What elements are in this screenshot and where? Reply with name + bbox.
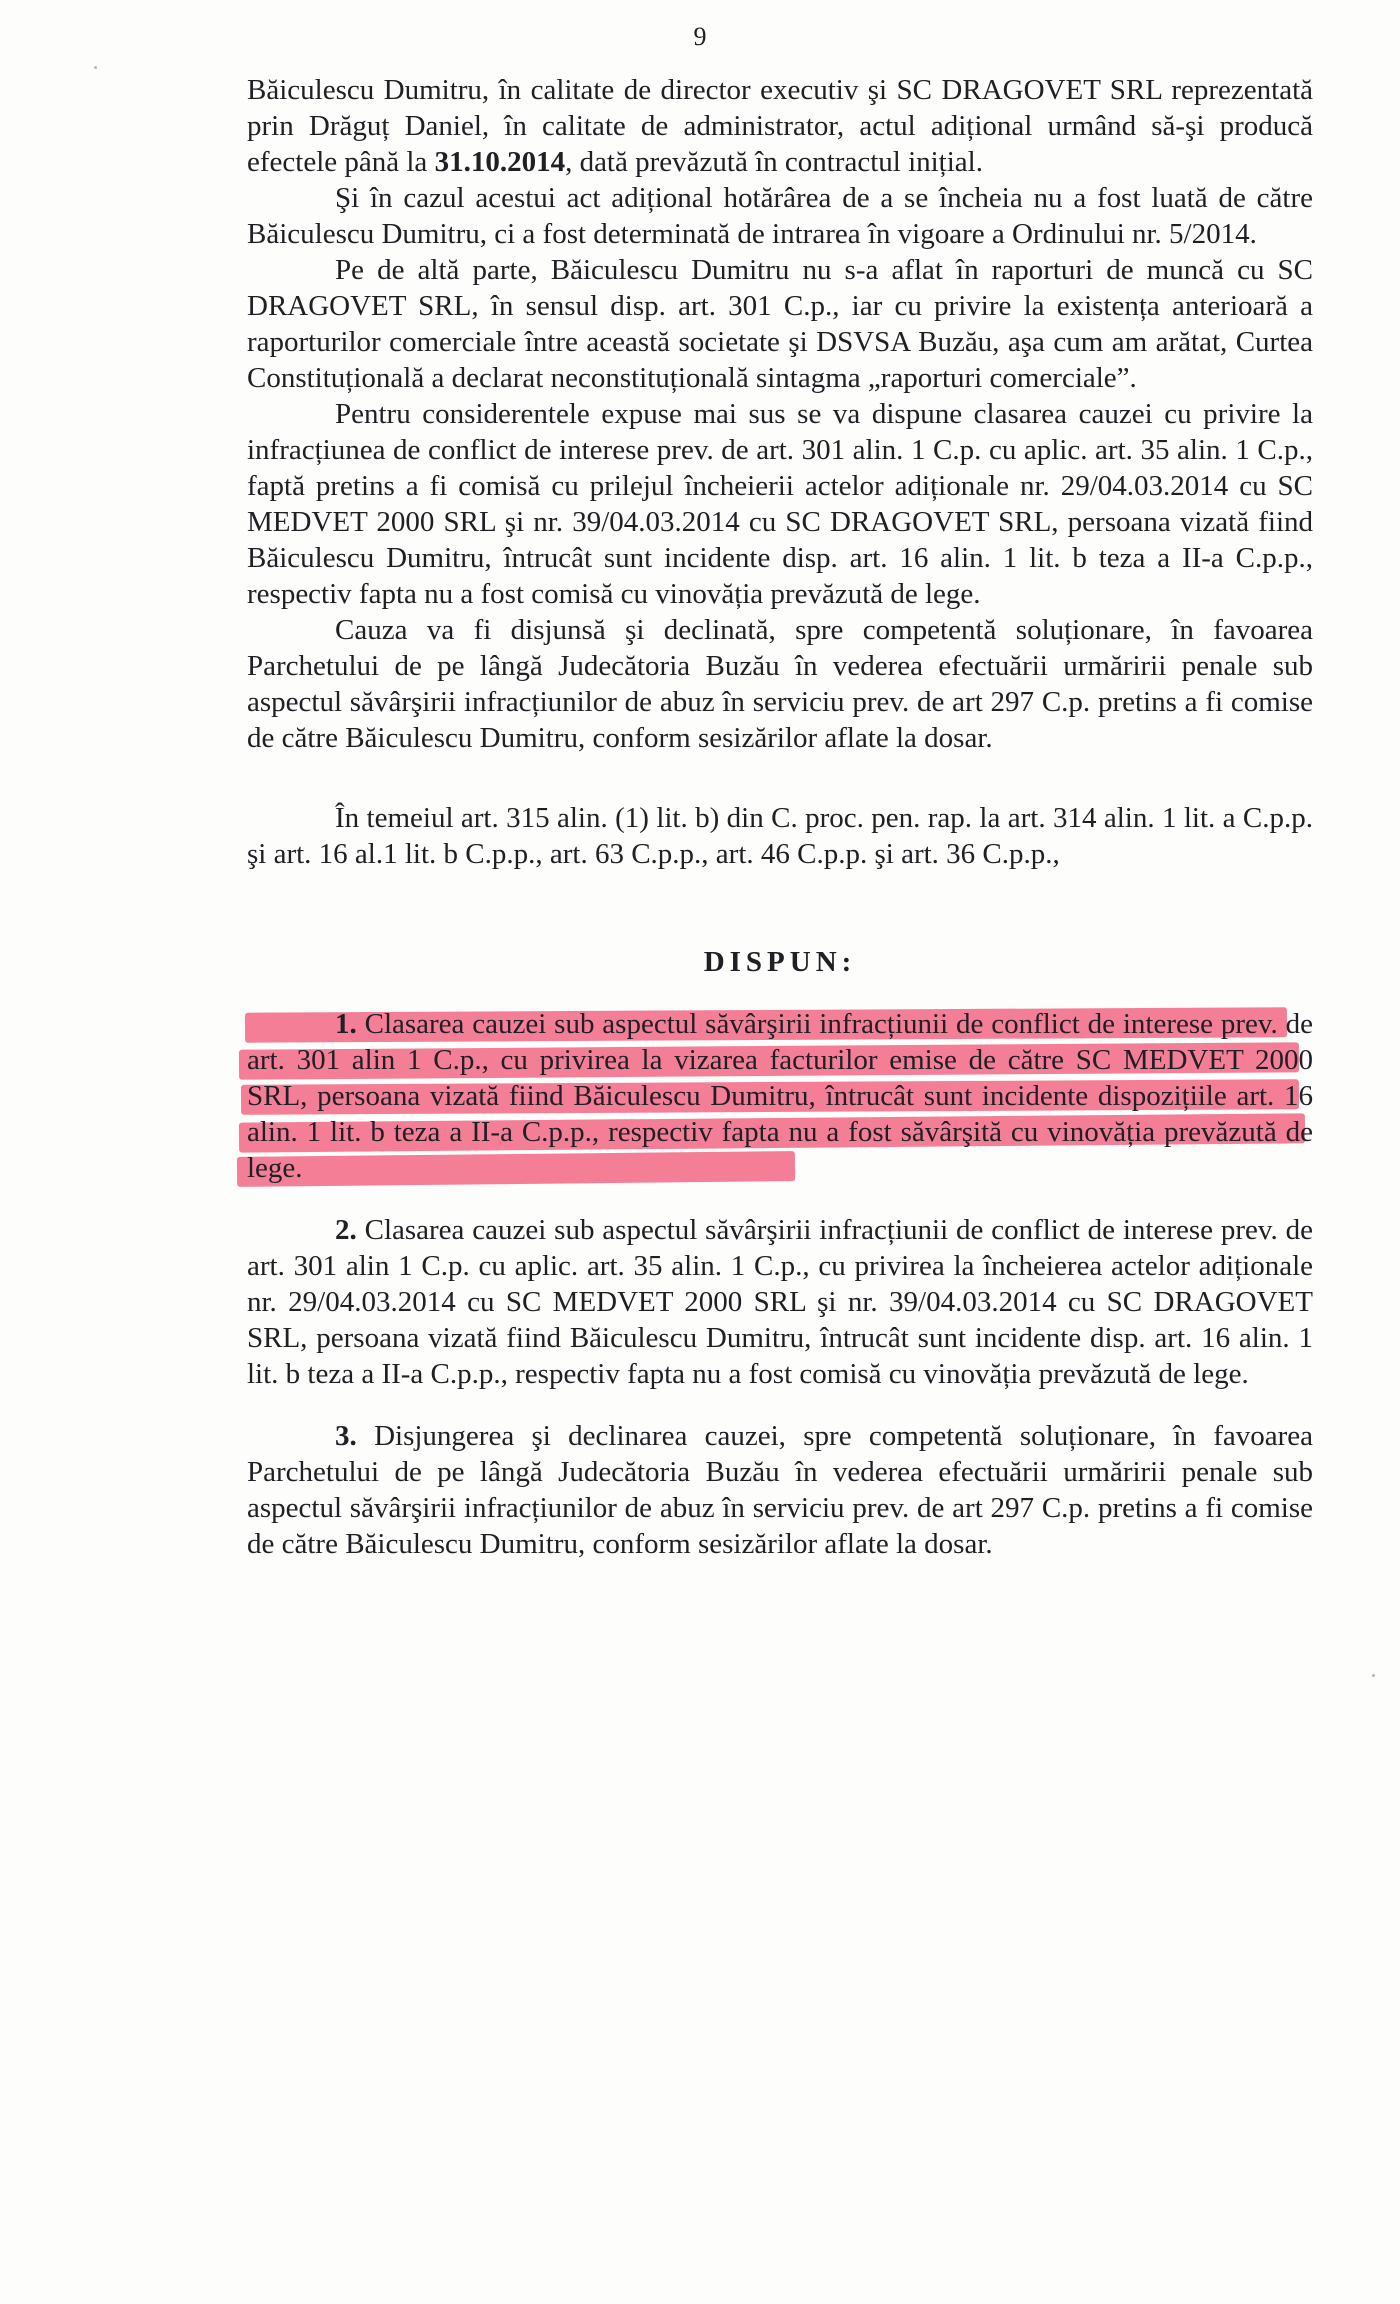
paragraph-1 [247,72,1313,180]
scan-speck [1372,1674,1375,1677]
item-1-text: Clasarea cauzei sub aspectul săvârşirii infracțiunii de conflict de interese prev. de art. 301 alin 1 C.p., cu privirea la vizarea facturilor emise de către SC MEDVET 2000 SRL, persoana vizată fiind Băiculescu Dumitru, întrucât sunt incidente dispozițiile art. 16 alin. 1 lit. b teza a II-a C.p.p., respectiv fapta nu a fost săvârşită cu vinovăția prevăzută de lege. [247,1008,1313,1184]
paragraph-1-tail: , dată prevăzută în contractul inițial. [565,146,983,178]
item-3-text: Disjungerea şi declinarea cauzei, spre competentă soluționare, în favoarea Parchetului de pe lângă Judecătoria Buzău în vederea efectuării urmăririi penale sub aspectul săvârşirii infracțiunilor de abuz în serviciu prev. de art 297 C.p. pretins a fi comise de către Băiculescu Dumitru, conform sesizărilor aflate la dosar. [247,1420,1313,1560]
item-2-number: 2. [335,1214,357,1246]
item-2-text: Clasarea cauzei sub aspectul săvârşirii infracțiunii de conflict de interese prev. de art. 301 alin 1 C.p. cu aplic. art. 35 alin. 1 C.p., cu privirea la încheierea actelor adiționale nr. 29/04.03.2014 cu SC MEDVET 2000 SRL şi nr. 39/04.03.2014 cu SC DRAGOVET SRL, persoana vizată fiind Băiculescu Dumitru, întrucât sunt incidente disp. art. 16 alin. 1 lit. b teza a II-a C.p.p., respectiv fapta nu a fost comisă cu vinovăția prevăzută de lege. [247,1214,1313,1390]
paragraph-4: Pentru considerentele expuse mai sus se va dispune clasarea cauzei cu privire la infracțiunea de conflict de interese prev. de art. 301 alin. 1 C.p. cu aplic. art. 35 alin. 1 C.p., faptă pretins a fi comisă cu prilejul încheierii actelor adiționale nr. 29/04.03.2014 cu SC MEDVET 2000 SRL şi nr. 39/04.03.2014 cu SC DRAGOVET SRL, persoana vizată fiind Băiculescu Dumitru, întrucât sunt incidente disp. art. 16 alin. 1 lit. b teza a II-a C.p.p., respectiv fapta nu a fost comisă cu vinovăția prevăzută de lege. [247,398,1313,610]
bold-date: 31.10.2014 [434,146,566,178]
item-1-number: 1. [335,1008,357,1040]
item-3 [247,1418,1313,1562]
paragraph-2: Şi în cazul acestui act adițional hotărârea de a se încheia nu a fost luată de către Băiculescu Dumitru, ci a fost determinată de intrarea în vigoare a Ordinului nr. 5/2014. [247,182,1313,250]
document-body [247,72,1313,1562]
item-1 [247,1006,1313,1186]
legal-basis-paragraph: În temeiul art. 315 alin. (1) lit. b) din C. proc. pen. rap. la art. 314 alin. 1 lit. a C.p.p. şi art. 16 al.1 lit. b C.p.p., art. 63 C.p.p., art. 46 C.p.p. şi art. 36 C.p.p., [247,802,1313,870]
paragraph-5: Cauza va fi disjunsă şi declinată, spre competentă soluționare, în favoarea Parchetului de pe lângă Judecătoria Buzău în vederea efectuării urmăririi penale sub aspectul săvârşirii infracțiunilor de abuz în serviciu prev. de art 297 C.p. pretins a fi comise de către Băiculescu Dumitru, conform sesizărilor aflate la dosar. [247,614,1313,754]
item-3-number: 3. [335,1420,357,1452]
highlighted-item-1 [247,1006,1313,1186]
page-number: 9 [693,22,707,51]
scan-speck [94,66,97,69]
paragraph-3: Pe de altă parte, Băiculescu Dumitru nu s-a aflat în raporturi de muncă cu SC DRAGOVET SRL, în sensul disp. art. 301 C.p., iar cu privire la existența anterioară a raporturilor comerciale între această societate şi DSVSA Buzău, aşa cum am arătat, Curtea Constituțională a declarat neconstituțională sintagma „raporturi comerciale”. [247,254,1313,394]
item-2 [247,1212,1313,1392]
paragraph-1-text: Băiculescu Dumitru, în calitate de director executiv şi SC DRAGOVET SRL reprezentată prin Drăguț Daniel, în calitate de administrator, actul adițional urmând să-şi producă efectele până la [247,74,1313,178]
decision-heading: DISPUN: [703,946,857,978]
